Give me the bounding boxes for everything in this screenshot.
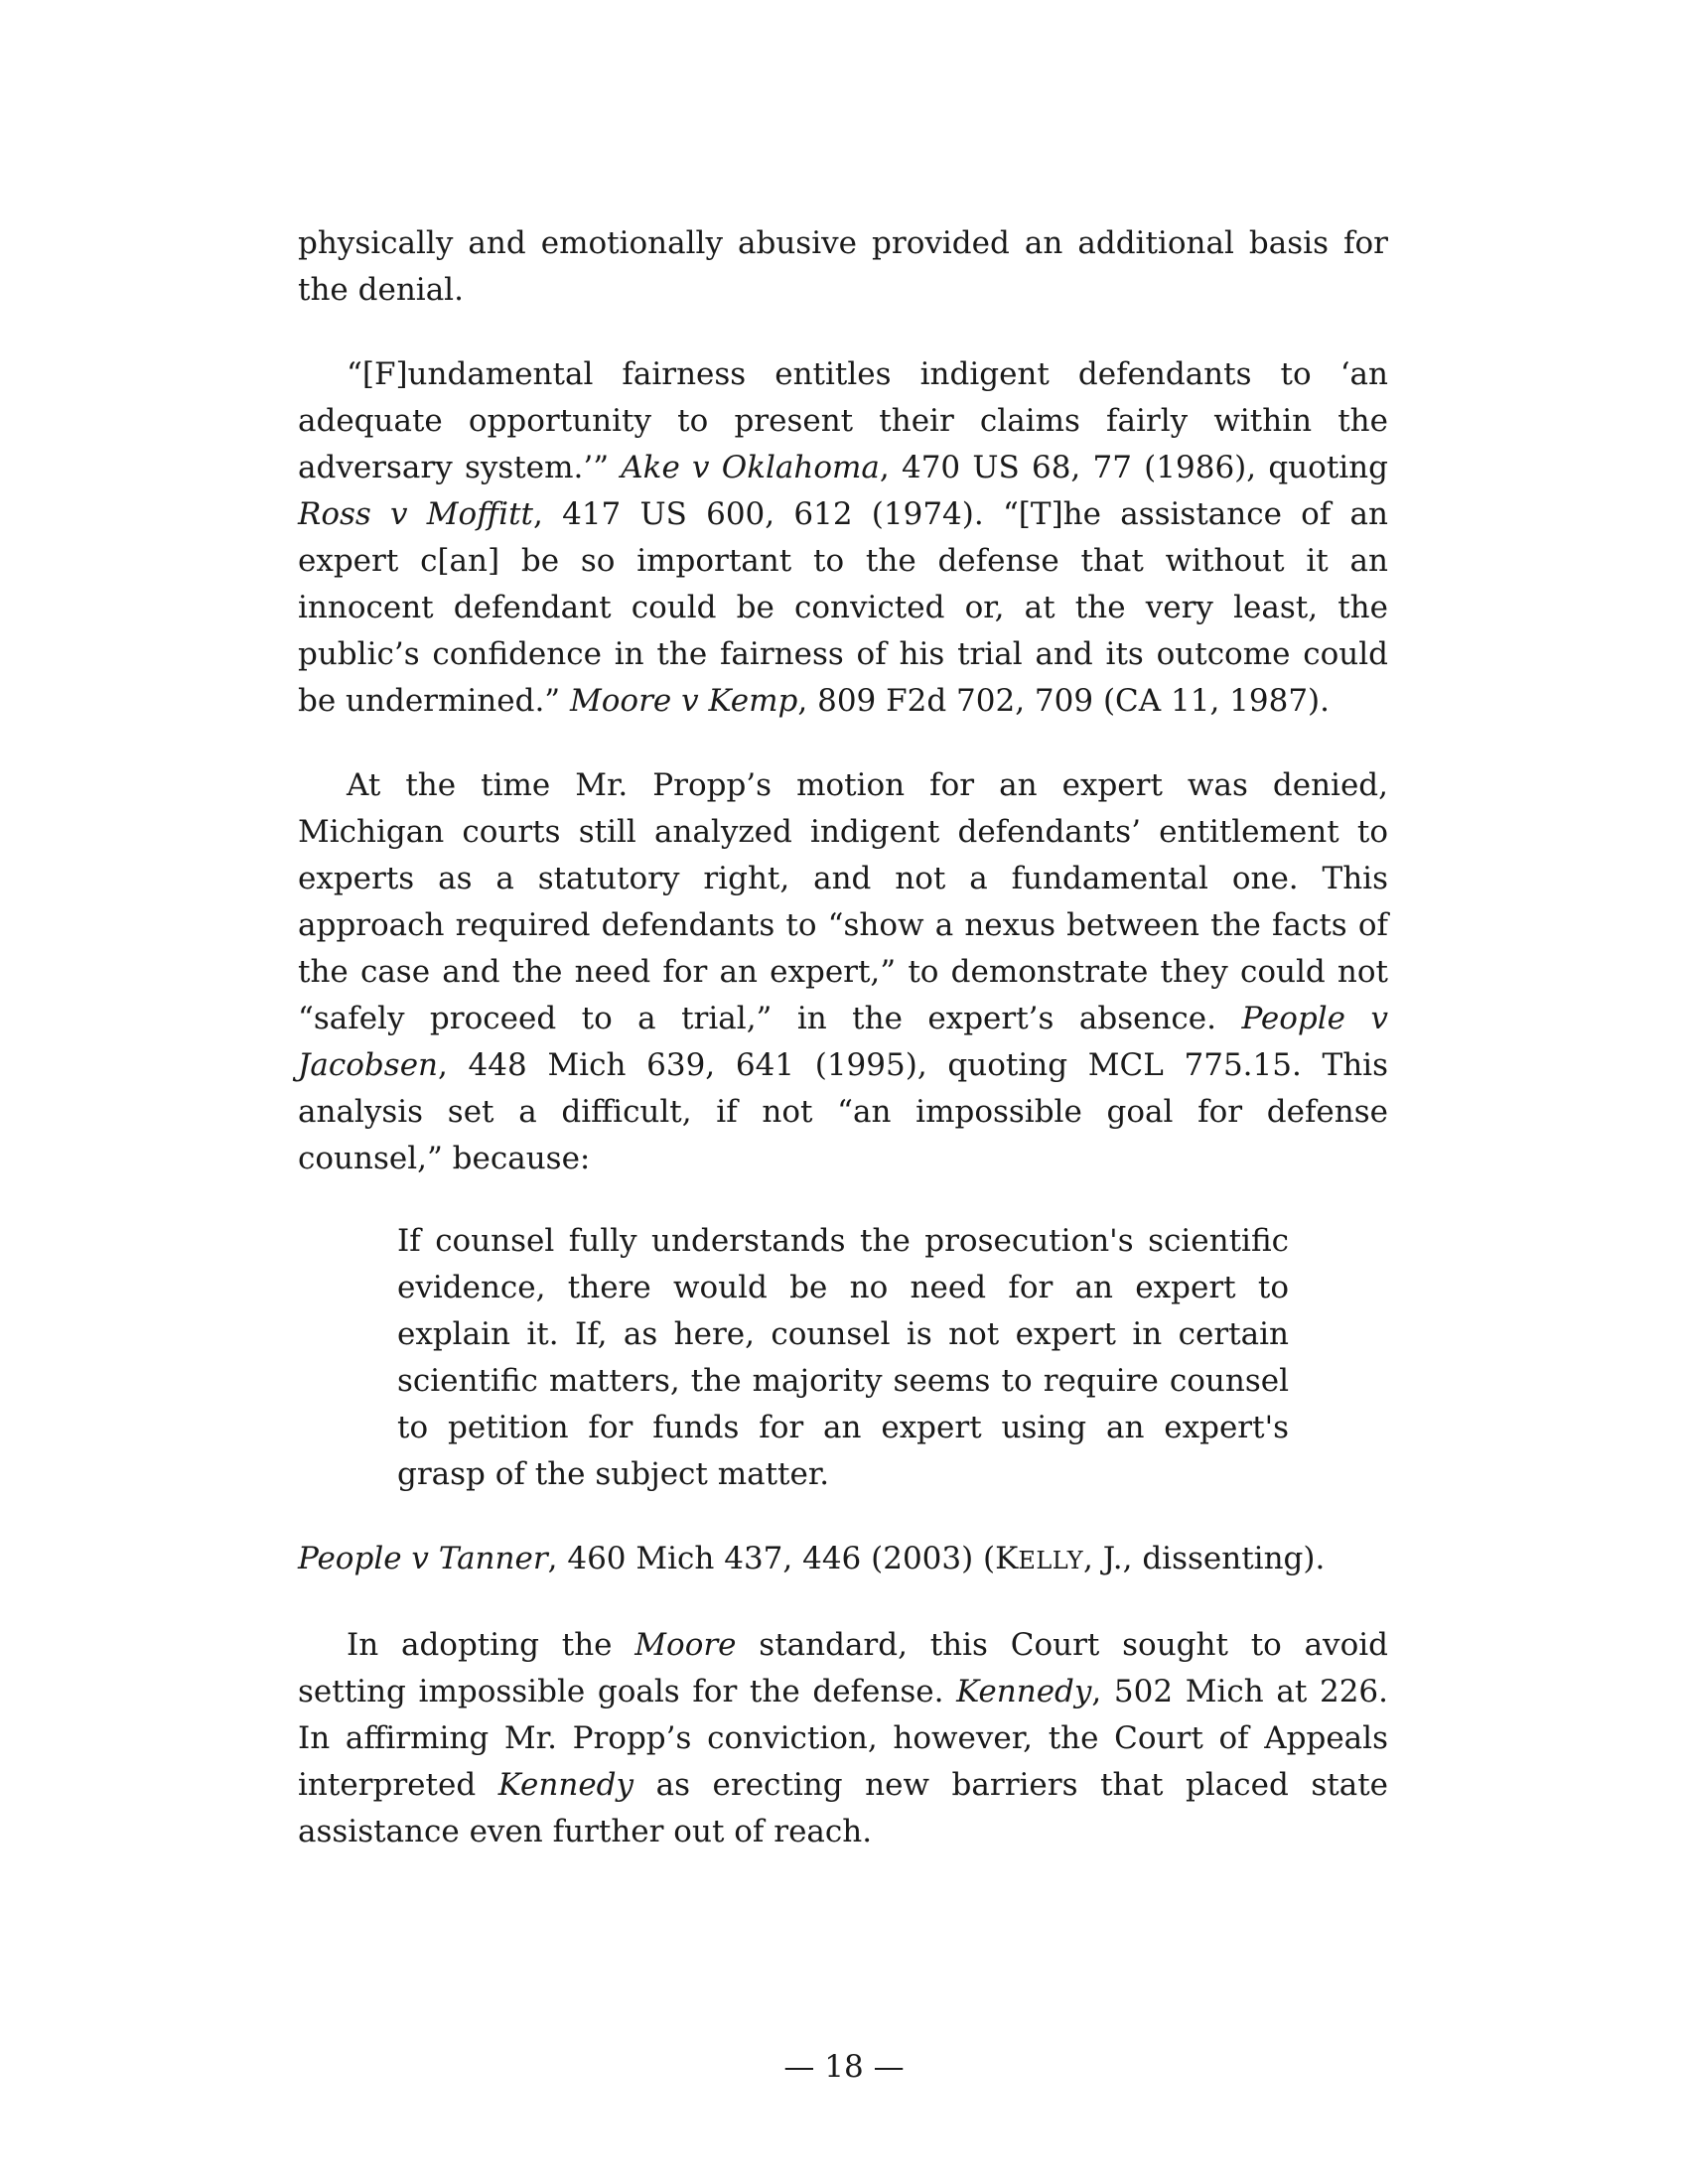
document-body <box>298 220 1388 1855</box>
case-citation-jacobsen: People v Jacobsen <box>298 1001 1388 1083</box>
case-citation-ross: Ross v Moffitt <box>298 496 534 532</box>
case-citation-tanner: People v Tanner <box>298 1541 548 1576</box>
case-name-moore: Moore <box>634 1627 737 1663</box>
paragraph-text: physically and emotionally abusive provided an additional basis for the denial. <box>298 225 1388 308</box>
paragraph-fundamental-fairness <box>298 351 1388 725</box>
paragraph-text: , 470 US 68, 77 (1986), quoting <box>879 450 1388 485</box>
paragraph-text: , 809 F2d 702, 709 (CA 11, 1987). <box>797 683 1331 719</box>
paragraph-moore-standard <box>298 1622 1388 1855</box>
page-number: — 18 — <box>783 2049 905 2085</box>
case-citation-ake: Ake v Oklahoma <box>621 450 880 485</box>
paragraph-text: , 417 US 600, 612 (1974). “[T]he assistance of an expert c[an] be so important to the defense that without it an innocent defendant could be convicted or, at the very least, the public’s confidence in the fairness of his trial and its outcome could be undermined.” <box>298 496 1388 719</box>
judge-name-initial: K <box>995 1541 1019 1576</box>
paragraph-denial-continuation <box>298 220 1388 314</box>
paragraph-text: , 448 Mich 639, 641 (1995), quoting MCL 775.15. This analysis set a difficult, if not “an impossible goal for defense counsel,” because: <box>298 1047 1388 1176</box>
paragraph-text: as erecting new barriers that placed state assistance even further out of reach. <box>298 1767 1388 1849</box>
case-citation-moore: Moore v Kemp <box>570 683 798 719</box>
block-quote <box>397 1218 1289 1498</box>
paragraph-text: , 502 Mich at 226. In affirming Mr. Propp’s conviction, however, the Court of Appeals interpreted <box>298 1674 1388 1803</box>
quote-text: If counsel fully understands the prosecution's scientific evidence, there would be no need for an expert to explain it. If, as here, counsel is not expert in certain scientific matters, the majority seems to require counsel to petition for funds for an expert using an expert's grasp of the subject matter. <box>397 1223 1289 1492</box>
case-name-kennedy: Kennedy <box>497 1767 634 1803</box>
judge-name-small-caps: ELLY <box>1018 1547 1084 1574</box>
paragraph-text: “[F]undamental fairness entitles indigent defendants to ‘an adequate opportunity to present their claims fairly within the adversary system.’” <box>298 356 1388 485</box>
paragraph-text: In adopting the <box>347 1627 635 1663</box>
paragraph-text: At the time Mr. Propp’s motion for an expert was denied, Michigan courts still analyzed indigent defendants’ entitlement to experts as a statutory right, and not a fundamental one. This approach required defendants to “show a nexus between the facts of the case and the need for an expert,” to demonstrate they could not “safely proceed to a trial,” in the expert’s absence. <box>298 767 1388 1036</box>
paragraph-text: , 460 Mich 437, 446 (2003) ( <box>547 1541 996 1576</box>
paragraph-text: , J., dissenting). <box>1083 1541 1326 1576</box>
paragraph-tanner-citation <box>298 1536 1388 1584</box>
case-citation-kennedy: Kennedy <box>956 1674 1092 1709</box>
paragraph-statutory-right <box>298 762 1388 1182</box>
paragraph-text: standard, this Court sought to avoid setting impossible goals for the defense. <box>298 1627 1388 1709</box>
